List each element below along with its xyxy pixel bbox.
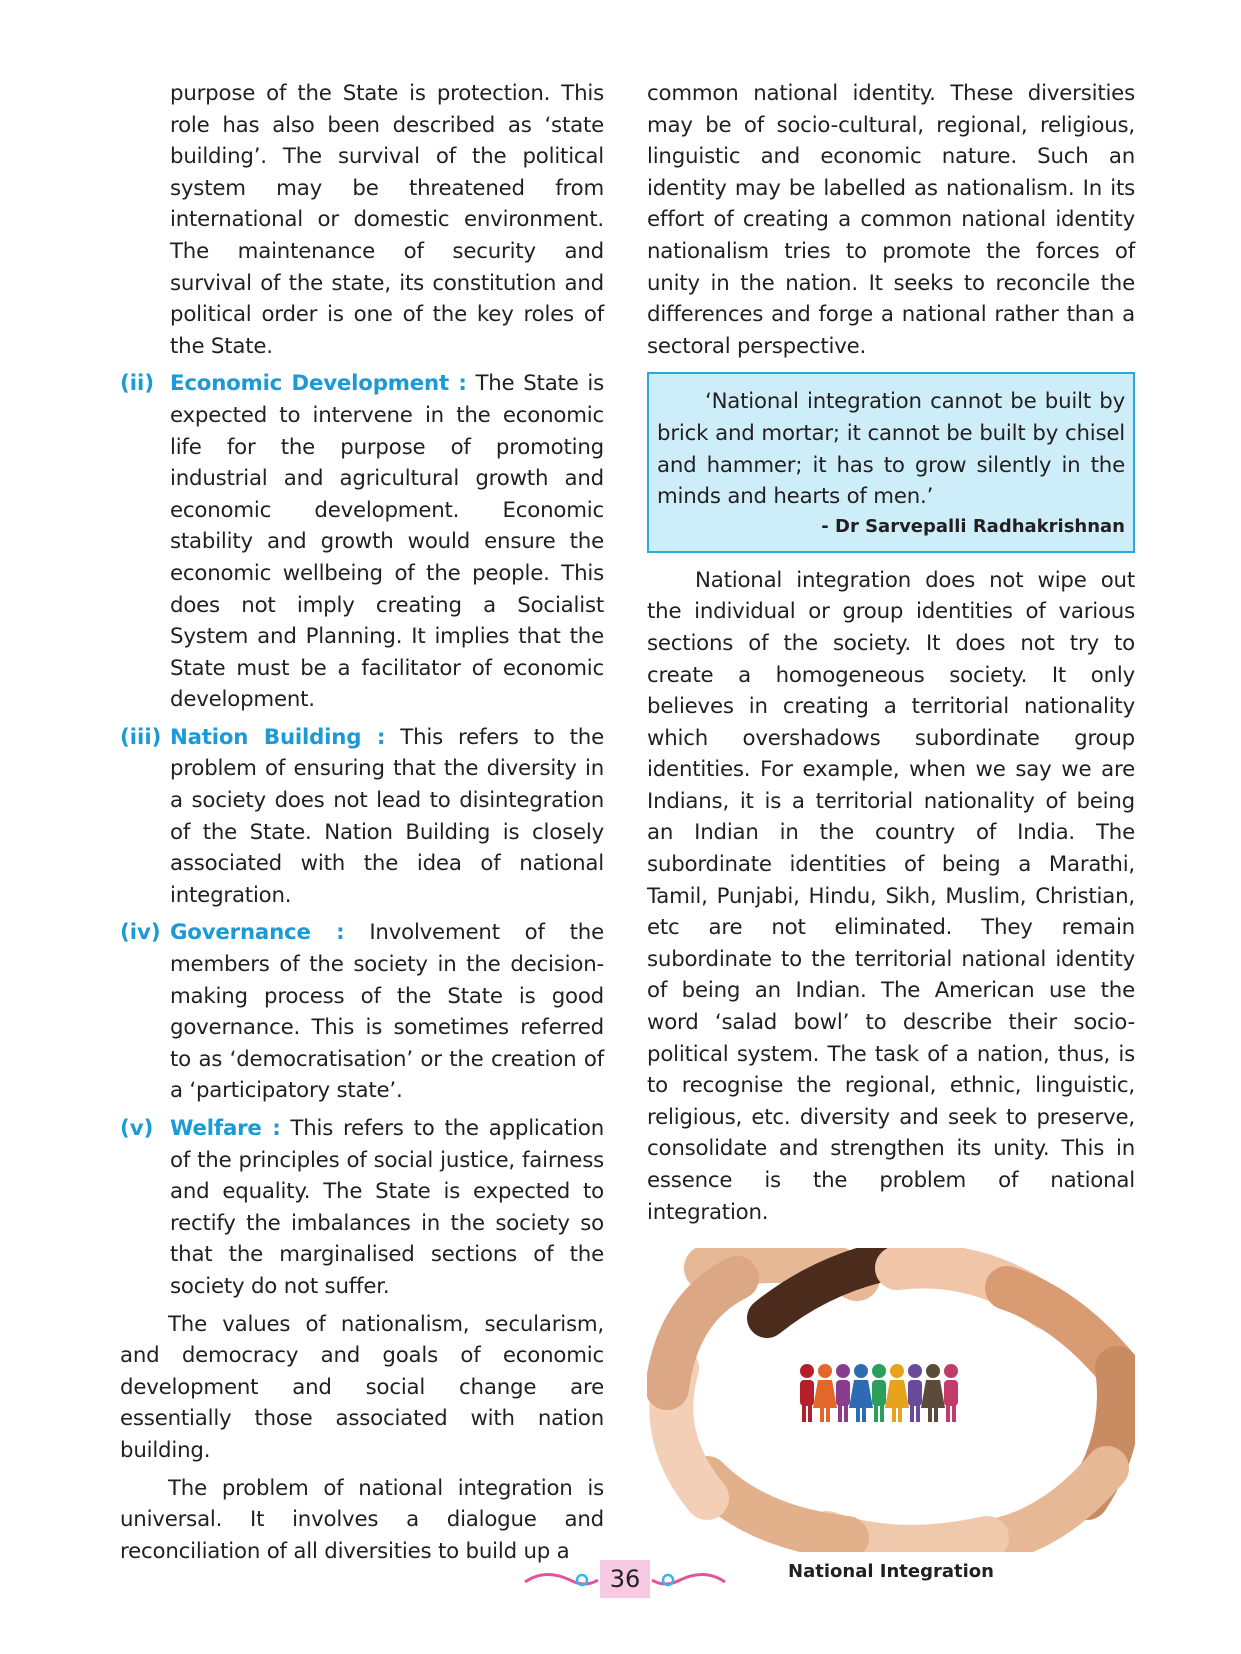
page-number: 36 — [600, 1560, 650, 1598]
item-heading: Economic Development : — [170, 371, 467, 397]
right-column — [647, 78, 1135, 1586]
item-text: This refers to the problem of ensuring that the diversity in a society does not lead to disintegration of the State. Nation Building is closely associated with the idea of national integration. — [170, 724, 604, 908]
nation-building-values-paragraph: The values of nationalism, secularism, and democracy and goals of economic development and social change are essentially those associated with nation building. — [120, 1311, 604, 1463]
item-text: The State is expected to intervene in the economic life for the purpose of promoting industrial and agricultural growth and economic development. Economic stability and growth would ensure the economic wellbeing of the people. This does not imply creating a Socialist System and Planning. It implies that the State must be a facilitator of economic development. — [170, 371, 604, 713]
left-column — [120, 78, 604, 1567]
item-text: This refers to the application of the principles of social justice, fairness and equality. The State is expected to rectify the imbalances in the society so that the marginalised sections of the society do not suffer. — [170, 1116, 604, 1299]
item-heading: Welfare : — [170, 1116, 281, 1141]
item-number: (v) — [120, 1116, 154, 1141]
hands-circle-illustration — [647, 1248, 1135, 1552]
quote-box — [647, 372, 1135, 552]
item-text: Involvement of the members of the society in the decision-making process of the State is good governance. This is sometimes referred to as ‘democratisation’ or the creation of a ‘participatory state’. — [170, 920, 604, 1104]
figure-caption: National Integration — [788, 1561, 994, 1583]
item-number: (iii) — [120, 724, 162, 750]
list-item-welfare — [120, 1113, 604, 1303]
list-item-nation-building — [120, 722, 604, 912]
integration-paragraph: National integration does not wipe out the individual or group identities of various sections of the society. It does not try to create a homogeneous society. It only believes in creating a territorial nationality which overshadows subordinate group identities. For example, when we say we are Indians, it is a territorial nationality of being an Indian in the country of India. The subordinate identities of being a Marathi, Tamil, Punjabi, Hindu, Sikh, Muslim, Christian, etc are not eliminated. They remain subordinate to the territorial national identity of being an Indian. The American use the word ‘salad bowl’ to describe their socio-political system. The task of a nation, thus, is to recognise the regional, ethnic, linguistic, religious, etc. diversity and seek to preserve, consolidate and strengthen its unity. This in essence is the problem of national integration. — [647, 567, 1135, 1225]
list-item-economic-development — [120, 368, 604, 716]
quote-author: - Dr Sarvepalli Radhakrishnan — [821, 515, 1125, 537]
intro-paragraph: common national identity. These diversities may be of socio-cultural, regional, religious, linguistic and economic nature. Such an identity may be labelled as nationalism. In its effort of creating a common national identity nationalism tries to promote the forces of unity in the nation. It seeks to reconcile the differences and forge a national rather than a sectoral perspective. — [647, 81, 1135, 359]
item-heading: Governance : — [170, 920, 345, 946]
intro-paragraph: purpose of the State is protection. This role has also been described as ‘state building’. The survival of the political system may be threatened from international or domestic environment. The maintenance of security and survival of the state, its constitution and political order is one of the key roles of the State. — [170, 81, 604, 359]
quote-text: ‘National integration cannot be built by brick and mortar; it cannot be built by chisel and hammer; it has to grow silently in the minds and hearts of men.’ — [657, 389, 1125, 510]
item-number: (ii) — [120, 371, 155, 397]
page-number-footer — [520, 1560, 730, 1600]
list-item-governance — [120, 917, 604, 1107]
item-heading: Nation Building : — [170, 724, 386, 750]
national-integration-paragraph: The problem of national integration is universal. It involves a dialogue and reconciliation of all diversities to build up a — [120, 1475, 604, 1564]
national-integration-image — [647, 1248, 1135, 1552]
item-number: (iv) — [120, 920, 161, 946]
